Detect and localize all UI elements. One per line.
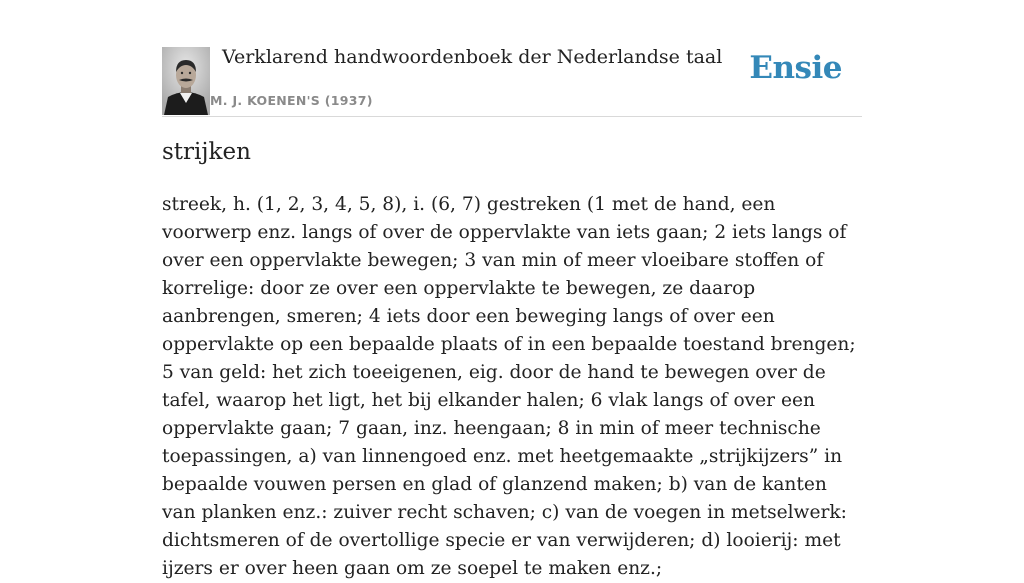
entry-definition: streek, h. (1, 2, 3, 4, 5, 8), i. (6, 7) gestreken (1 met de hand, een voorwerp enz. langs of over de oppervlakte van iets gaan; 2 iets langs of over een oppervlakte bewegen; 3 van min of meer vloeibare stoffen of korrelige: door ze over een oppervlakte te bewegen, ze daarop aanbrengen, smeren; 4 iets door een beweging langs of over een oppervlakte op een bepaalde plaats of in een bepaalde toestand brengen; 5 van geld: het zich toeeigenen, eig. door de hand te bewegen over de tafel, waarop het ligt, het bij elkander halen; 6 vlak langs of over een oppervlakte gaan; 7 gaan, inz. heengaan; 8 in min of meer technische toepassingen, a) van linnengoed enz. met heetgemaakte „strijkijzers” in bepaalde vouwen persen en glad of glanzend maken; b) van de kanten van planken enz.: zuiver recht schaven; c) van de voegen in metselwerk: dichtsmeren of de overtollige specie er van verwijderen; d) looierij: met ijzers er over heen gaan om ze soepel te maken enz.; [162, 194, 856, 579]
dictionary-subtitle: M. J. KOENEN'S (1937) [210, 93, 373, 108]
dictionary-title[interactable]: Verklarend handwoordenboek der Nederlandse taal [222, 46, 723, 68]
author-portrait [162, 47, 210, 115]
entry-headword: strijken [162, 139, 251, 165]
ensie-logo[interactable]: Ensie [749, 50, 842, 86]
portrait-image [162, 47, 210, 115]
site-header [162, 42, 862, 117]
